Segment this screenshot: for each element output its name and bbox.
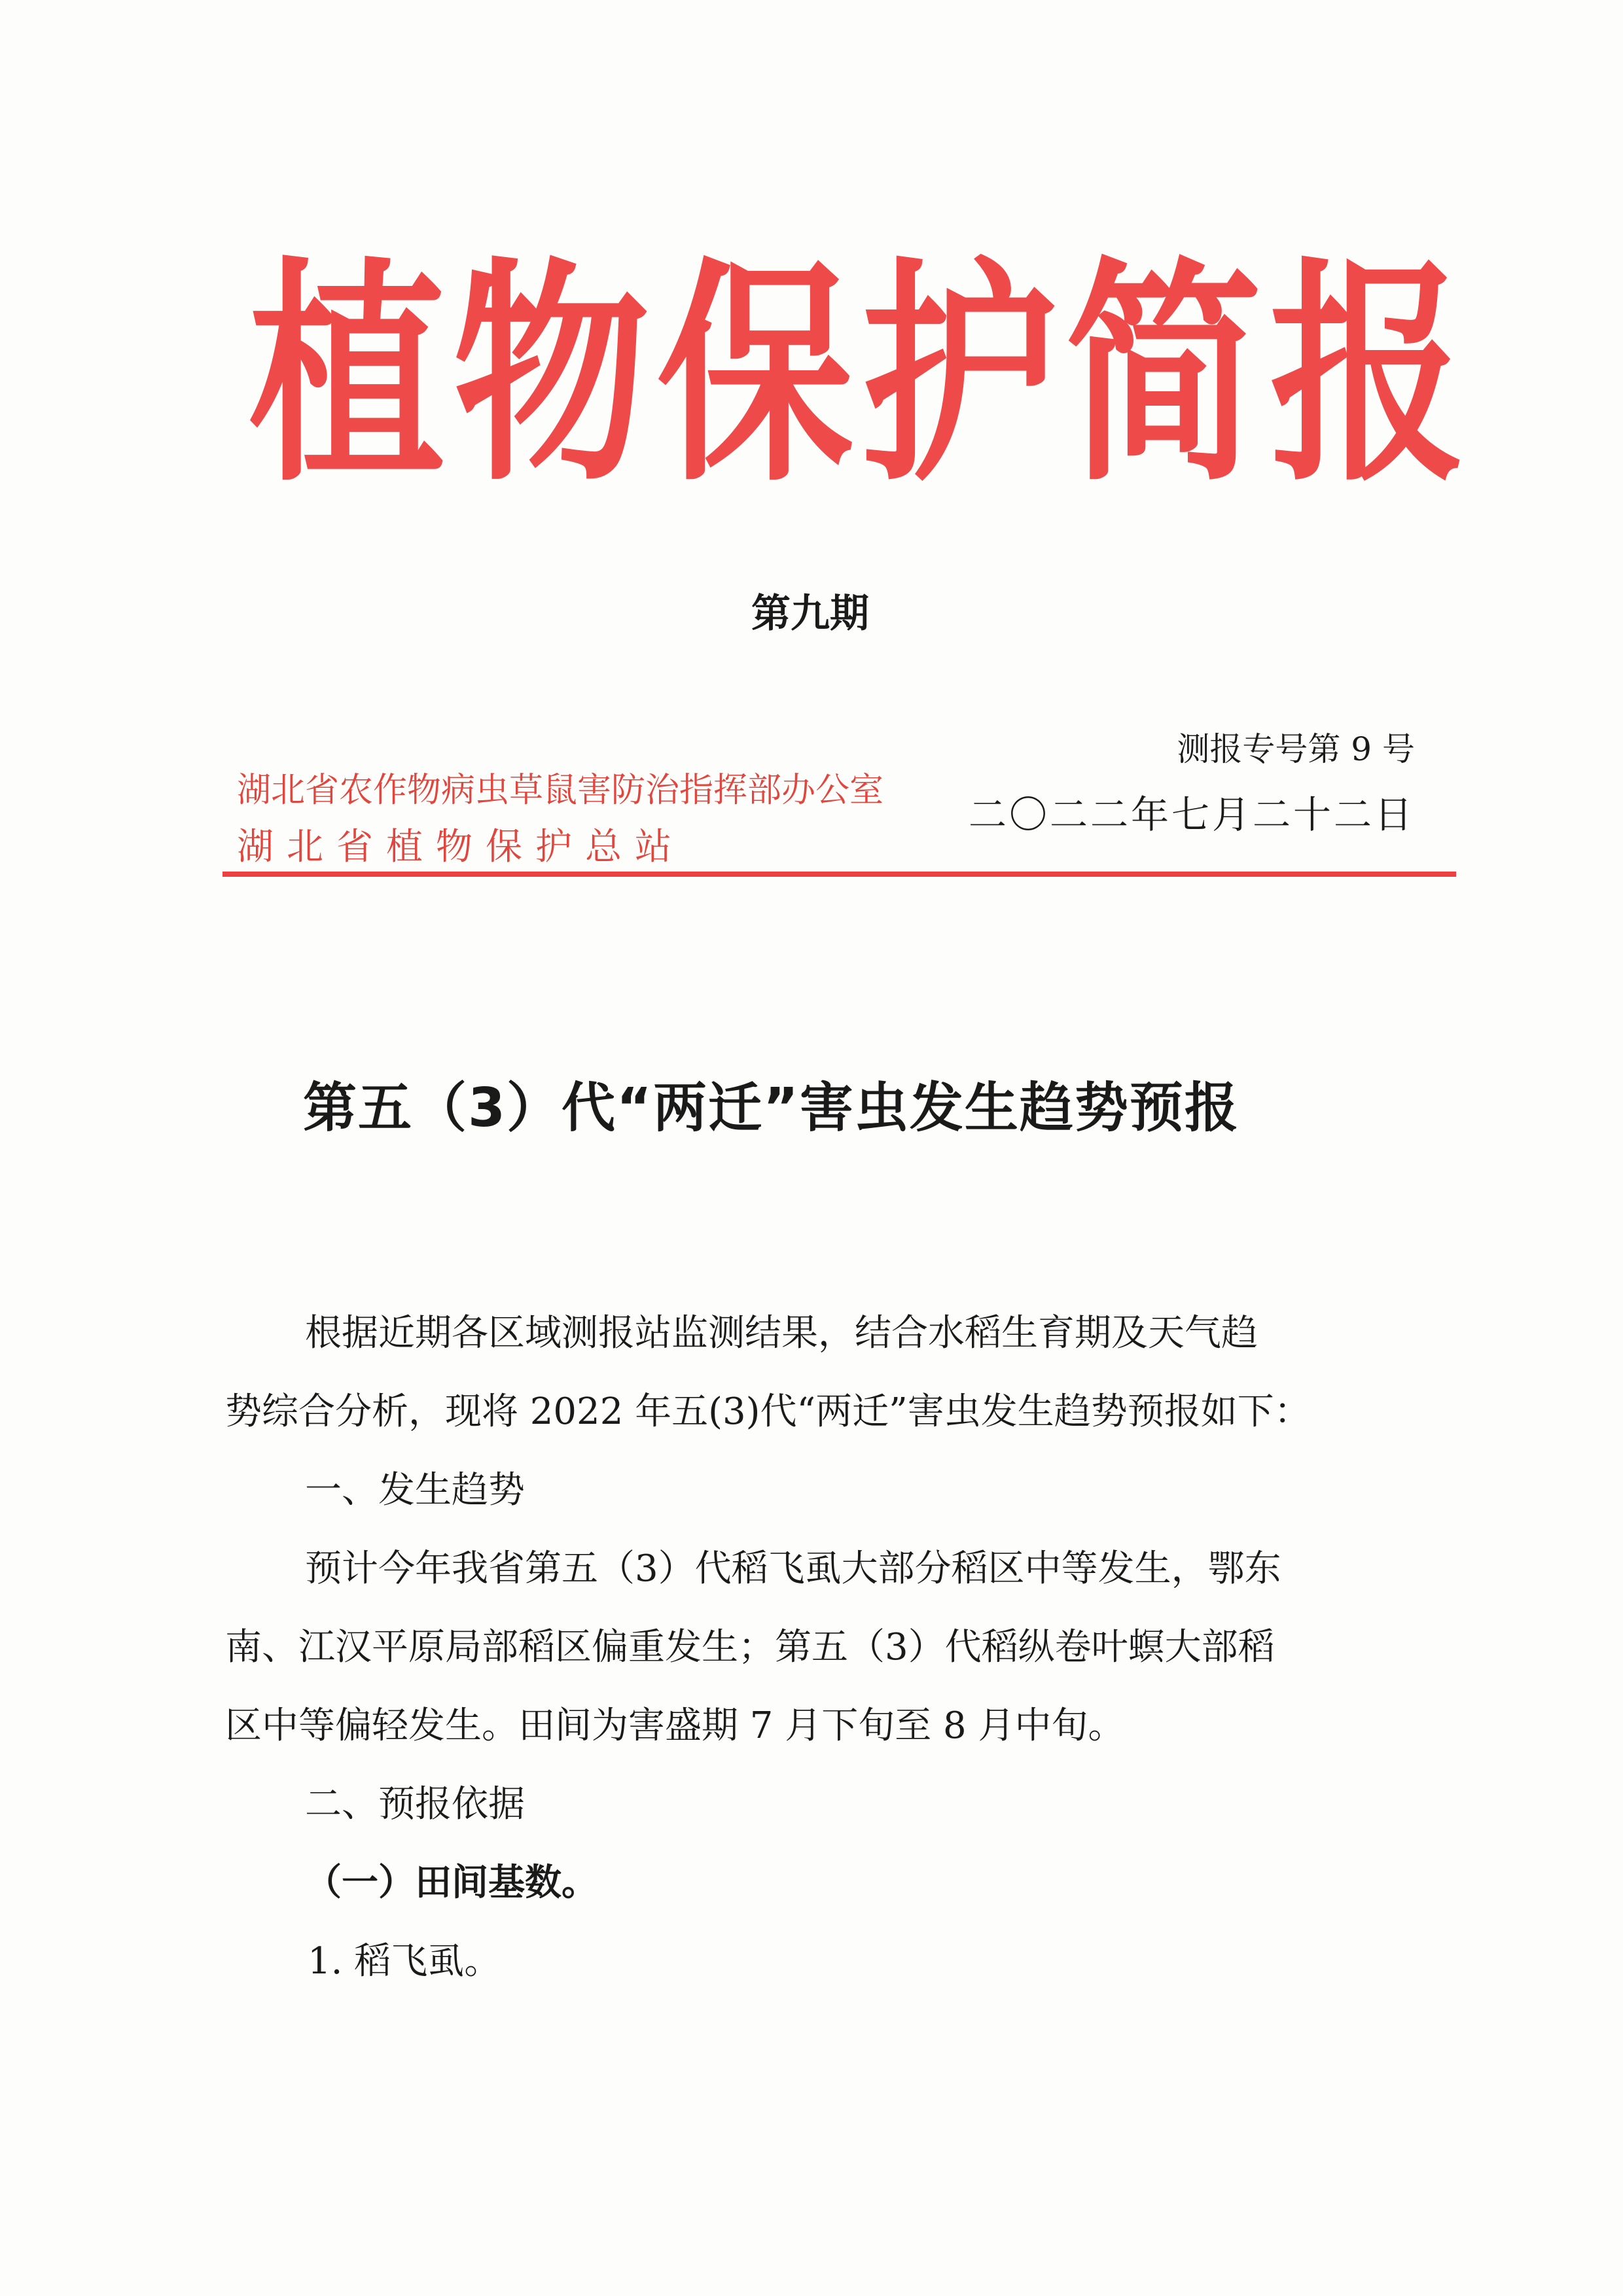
intro-line-1: 根据近期各区域测报站监测结果，结合水稻生育期及天气趋 xyxy=(305,1312,1258,1354)
header-divider xyxy=(223,872,1456,877)
section-heading-trend: 一、发生趋势 xyxy=(305,1469,525,1511)
bulletin-number: 测报专号第 9 号 xyxy=(1177,730,1415,768)
issuer-station: 湖北省植物保护总站 xyxy=(237,826,685,868)
intro-line-2: 势综合分析，现将 2022 年五(3)代“两迁”害虫发生趋势预报如下： xyxy=(225,1390,1311,1433)
issue-date: 二〇二二年七月二十二日 xyxy=(968,792,1415,837)
document-title: 第五（3）代“两迁”害虫发生趋势预报 xyxy=(303,1077,1240,1139)
section-heading-basis: 二、预报依据 xyxy=(305,1783,525,1826)
trend-line-3: 区中等偏轻发生。田间为害盛期 7 月下旬至 8 月中旬。 xyxy=(225,1704,1125,1747)
subheading-field-base: （一）田间基数。 xyxy=(305,1862,598,1904)
issuer-office: 湖北省农作物病虫草鼠害防治指挥部办公室 xyxy=(237,771,884,810)
trend-line-2: 南、江汉平原局部稻区偏重发生；第五（3）代稻纵卷叶螟大部稻 xyxy=(225,1626,1275,1669)
item-planthopper: 1. 稻飞虱。 xyxy=(308,1940,501,1983)
masthead-title: 植物保护简报 xyxy=(249,239,1474,513)
issue-number: 第九期 xyxy=(751,591,869,637)
trend-line-1: 预计今年我省第五（3）代稻飞虱大部分稻区中等发生，鄂东 xyxy=(305,1547,1281,1590)
